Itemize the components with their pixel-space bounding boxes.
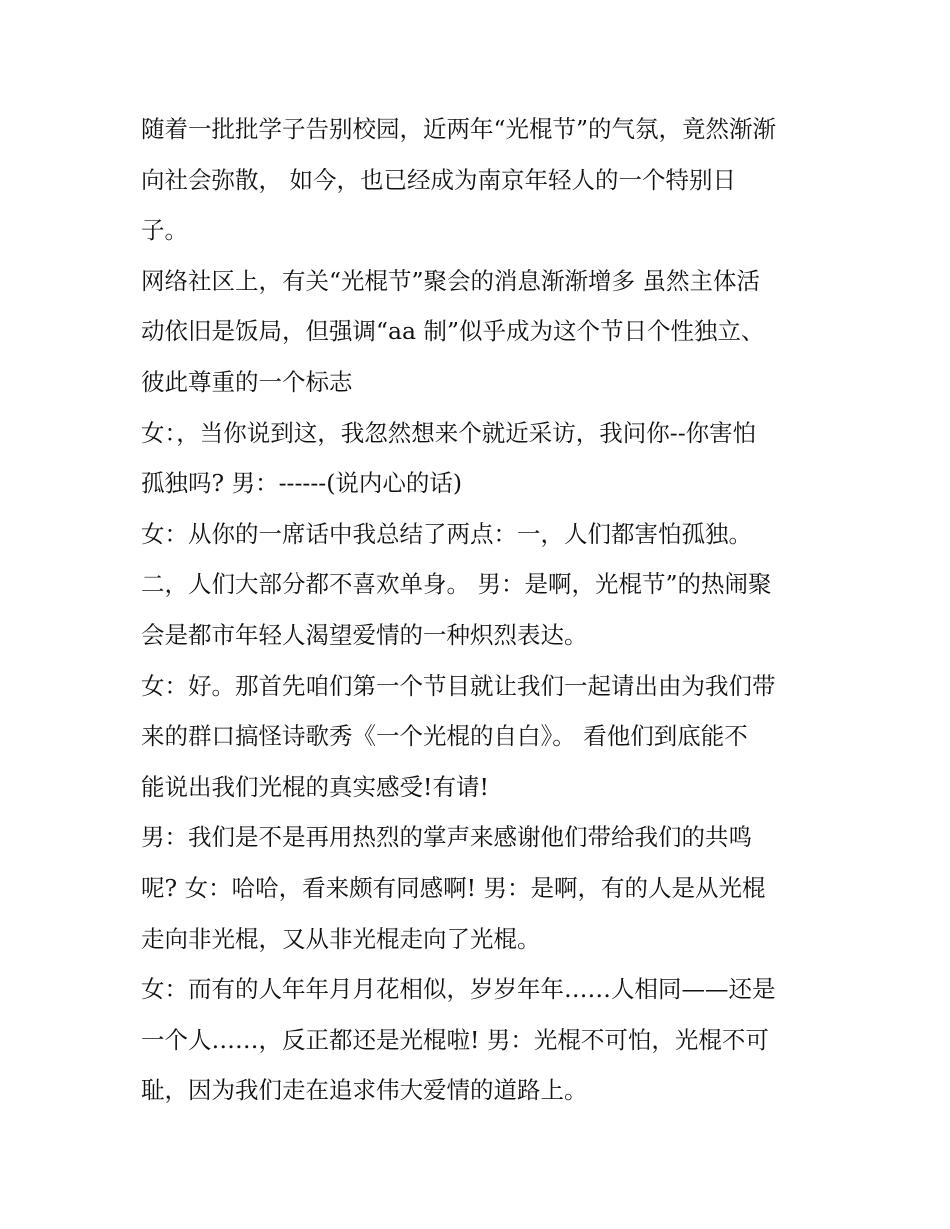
paragraph-6 [141,812,821,964]
text-line: 耻，因为我们走在追求伟大爱情的道路上。 [141,1076,588,1105]
paragraph-5 [141,661,821,813]
text-line: 网络社区上，有关“光棍节”聚会的消息渐渐增多 虽然主体活 [141,266,760,295]
text-line: 走向非光棍，又从非光棍走向了光棍。 [141,924,541,953]
text-line: 子。 [141,216,188,245]
paragraph-2 [141,256,821,408]
text-line: 女：，当你说到这，我忽然想来个就近采访，我问你--你害怕 [141,418,757,447]
text-line: 女：而有的人年年月月花相似，岁岁年年……人相同——还是 [141,975,776,1004]
text-line: 动依旧是饭局，但强调“aa 制”似乎成为这个节日个性独立、 [141,317,765,346]
text-line: 向社会弥散， 如今，也已经成为南京年轻人的一个特别日 [141,165,736,194]
text-line: 呢? 女：哈哈，看来颇有同感啊! 男：是啊，有的人是从光棍 [141,873,766,902]
paragraph-7 [141,964,821,1116]
text-line: 随着一批批学子告别校园，近两年“光棍节”的气氛，竟然渐渐 [141,115,777,143]
paragraph-4 [141,509,821,661]
text-line: 女：好。那首先咱们第一个节目就让我们一起请出由为我们带 [141,671,776,700]
text-line: 女：从你的一席话中我总结了两点：一，人们都害怕孤独。 [141,519,752,548]
text-line: 来的群口搞怪诗歌秀《一个光棍的自白》。 看他们到底能不 [141,722,748,751]
text-line: 二，人们大部分都不喜欢单身。 男：是啊，光棍节”的热闹聚 [141,570,772,599]
paragraph-1 [141,104,821,256]
text-line: 孤独吗? 男：------(说内心的话) [141,469,463,498]
text-line: 能说出我们光棍的真实感受!有请! [141,772,489,801]
text-line: 男：我们是不是再用热烈的掌声来感谢他们带给我们的共鸣 [141,823,752,852]
document-body [141,104,821,1116]
text-line: 会是都市年轻人渴望爱情的一种炽烈表达。 [141,620,588,649]
paragraph-3 [141,408,821,509]
text-line: 一个人……，反正都还是光棍啦! 男：光棍不可怕，光棍不可 [141,1025,769,1054]
text-line: 彼此尊重的一个标志 [141,367,353,396]
